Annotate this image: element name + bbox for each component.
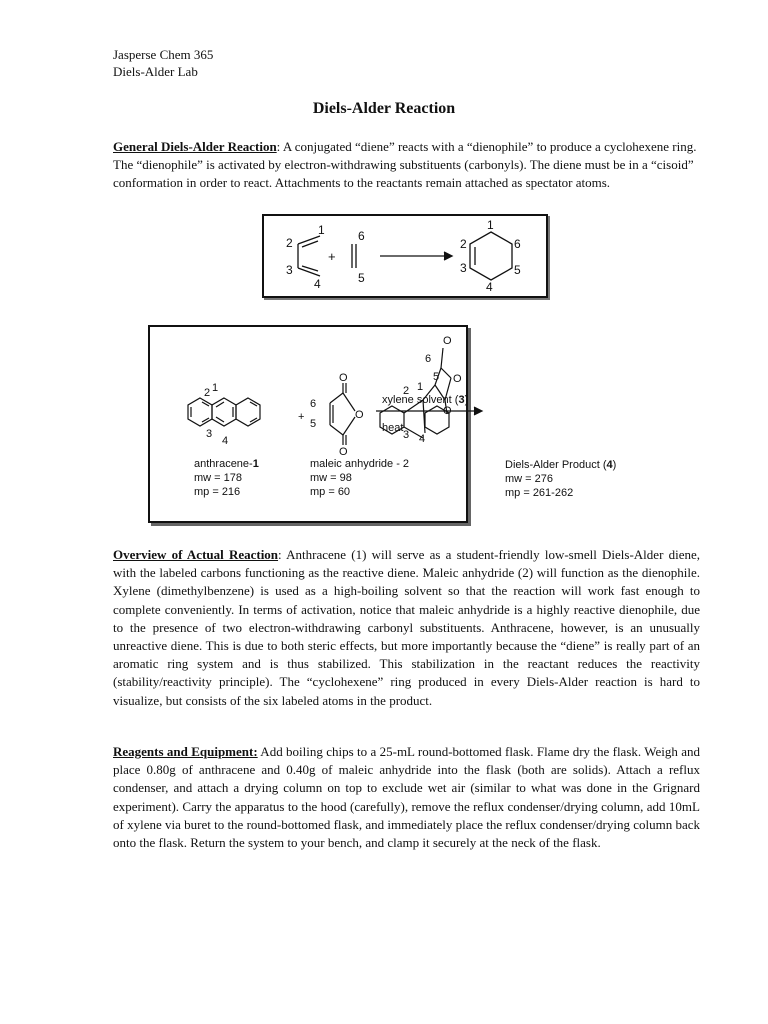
- general-reaction-scheme: [262, 214, 548, 298]
- lab-name: Diels-Alder Lab: [113, 64, 198, 79]
- diene-bond-1-2: [298, 236, 320, 244]
- reagents-paragraph: [113, 743, 700, 852]
- dienophile-label: 6: [358, 229, 365, 243]
- general-scheme-drawing: [264, 216, 546, 296]
- overview-heading: Overview of Actual Reaction: [113, 547, 279, 562]
- compound-name: Diels-Alder Product (4): [505, 459, 617, 471]
- reagents-heading: Reagents and Equipment:: [113, 744, 258, 759]
- compound-anthracene-info: [194, 458, 259, 498]
- cyclohexene-ring: [470, 232, 512, 280]
- compound-mp: mp = 216: [194, 486, 241, 498]
- product-label: 3: [403, 429, 410, 441]
- diene-bond-3-4: [298, 268, 320, 276]
- reagents-text: Add boiling chips to a 25-mL round-bottomed flask. Flame dry the flask. Weigh and place 0.80g of anthracene and 0.40g of maleic anhydride into the flask (both are solids). Attach a reflux condenser, and attach a drying column on top to exclude wet air (similar to what was done in the Grignard experiment). Carry the apparatus to the hood (carefully), remove the reflux condenser/drying column, add 10mL of xylene via buret to the round-bottomed flask, and immediately place the reflux condenser/drying column back onto the flask. Return the system to your bench, and clamp it securely at the neck of the flask.: [113, 744, 700, 851]
- product-label: 4: [419, 433, 426, 445]
- compound-mw: mw = 98: [310, 472, 352, 484]
- general-reaction-paragraph: [113, 138, 700, 193]
- dienophile-label: 5: [358, 271, 365, 285]
- anhydride-oxygen: O: [355, 409, 364, 421]
- compound-mp: mp = 60: [310, 486, 351, 498]
- product-label: 5: [514, 263, 521, 277]
- anhydride-label: 6: [310, 398, 317, 410]
- overview-text: : Anthracene (1) will serve as a student-friendly low-smell Diels-Alder diene, with the labeled carbons functioning as the reactive diene. Maleic anhydride (2) will function as the dienophile. Xylene (dimethylbenzene) is used as a high-boiling solvent so that the reaction will work fast enough to complete conveniently. In terms of activation, notice that maleic anhydride is a highly reactive dienophile, due to the presence of two electron-withdrawing carbonyl substituents. Anthracene, however, is an unusually unreactive diene. This is due to both steric effects, but more importantly because the “diene” is really part of an aromatic ring system and is thus stabilized. This stabilization in the reactant reduces the reactivity (stability/reactivity principle). The “cyclohexene” ring produced in every Diels-Alder reaction is hard to visualize, but consists of the six labeled atoms in the product.: [113, 547, 700, 708]
- anhydride-label: 5: [310, 418, 317, 430]
- anthracene-label: 1: [212, 382, 219, 394]
- plus-sign-2: +: [298, 411, 305, 423]
- product-label: 1: [417, 381, 424, 393]
- product-label: 1: [487, 218, 494, 232]
- overview-paragraph: [113, 546, 700, 710]
- maleic-anhydride-structure: [330, 383, 355, 445]
- course-name: Jasperse Chem 365: [113, 47, 214, 62]
- anhydride-oxygen: O: [339, 372, 348, 384]
- compound-name: anthracene-1: [194, 458, 259, 470]
- diene-label: 1: [318, 223, 325, 237]
- compound-mp: mp = 261-262: [505, 487, 574, 499]
- product-oxygen: O: [453, 373, 462, 385]
- product-label: 6: [514, 237, 521, 251]
- product-label: 2: [403, 385, 410, 397]
- product-label: 3: [460, 261, 467, 275]
- product-oxygen: O: [443, 405, 452, 417]
- anhydride-oxygen: O: [339, 446, 348, 458]
- course-header: [113, 46, 213, 80]
- diene-label: 4: [314, 277, 321, 291]
- arrow-condition-heat: heat: [382, 422, 404, 434]
- general-reaction-heading: General Diels-Alder Reaction: [113, 139, 277, 154]
- anthracene-label: 3: [206, 428, 213, 440]
- compound-name: maleic anhydride - 2: [310, 458, 410, 470]
- plus-sign: +: [328, 249, 336, 264]
- arrow-condition-solvent: xylene solvent (3): [382, 394, 469, 406]
- anthracene-structure: [188, 398, 260, 426]
- product-oxygen: O: [443, 335, 452, 347]
- diene-label: 2: [286, 236, 293, 250]
- diene-label: 3: [286, 263, 293, 277]
- page-title: Diels-Alder Reaction: [312, 100, 456, 117]
- general-reaction-text: : A conjugated “diene” reacts with a “dienophile” to produce a cyclohexene ring. The “dienophile” is activated by electron-withdrawing substituents (carbonyls). The diene must be in a “cisoid” conformation in order to react. Attachments to the reactants remain attached as spectator atoms.: [113, 139, 697, 191]
- product-structure-drawing: [375, 330, 467, 520]
- product-label: 4: [486, 280, 493, 294]
- anthracene-label: 4: [222, 435, 229, 447]
- product-label: 5: [433, 371, 440, 383]
- compound-product-info: [505, 458, 616, 500]
- anthracene-label: 2: [204, 387, 211, 399]
- compound-mw: mw = 276: [505, 473, 553, 485]
- product-label: 2: [460, 237, 467, 251]
- product-label: 6: [425, 353, 432, 365]
- compound-mw: mw = 178: [194, 472, 242, 484]
